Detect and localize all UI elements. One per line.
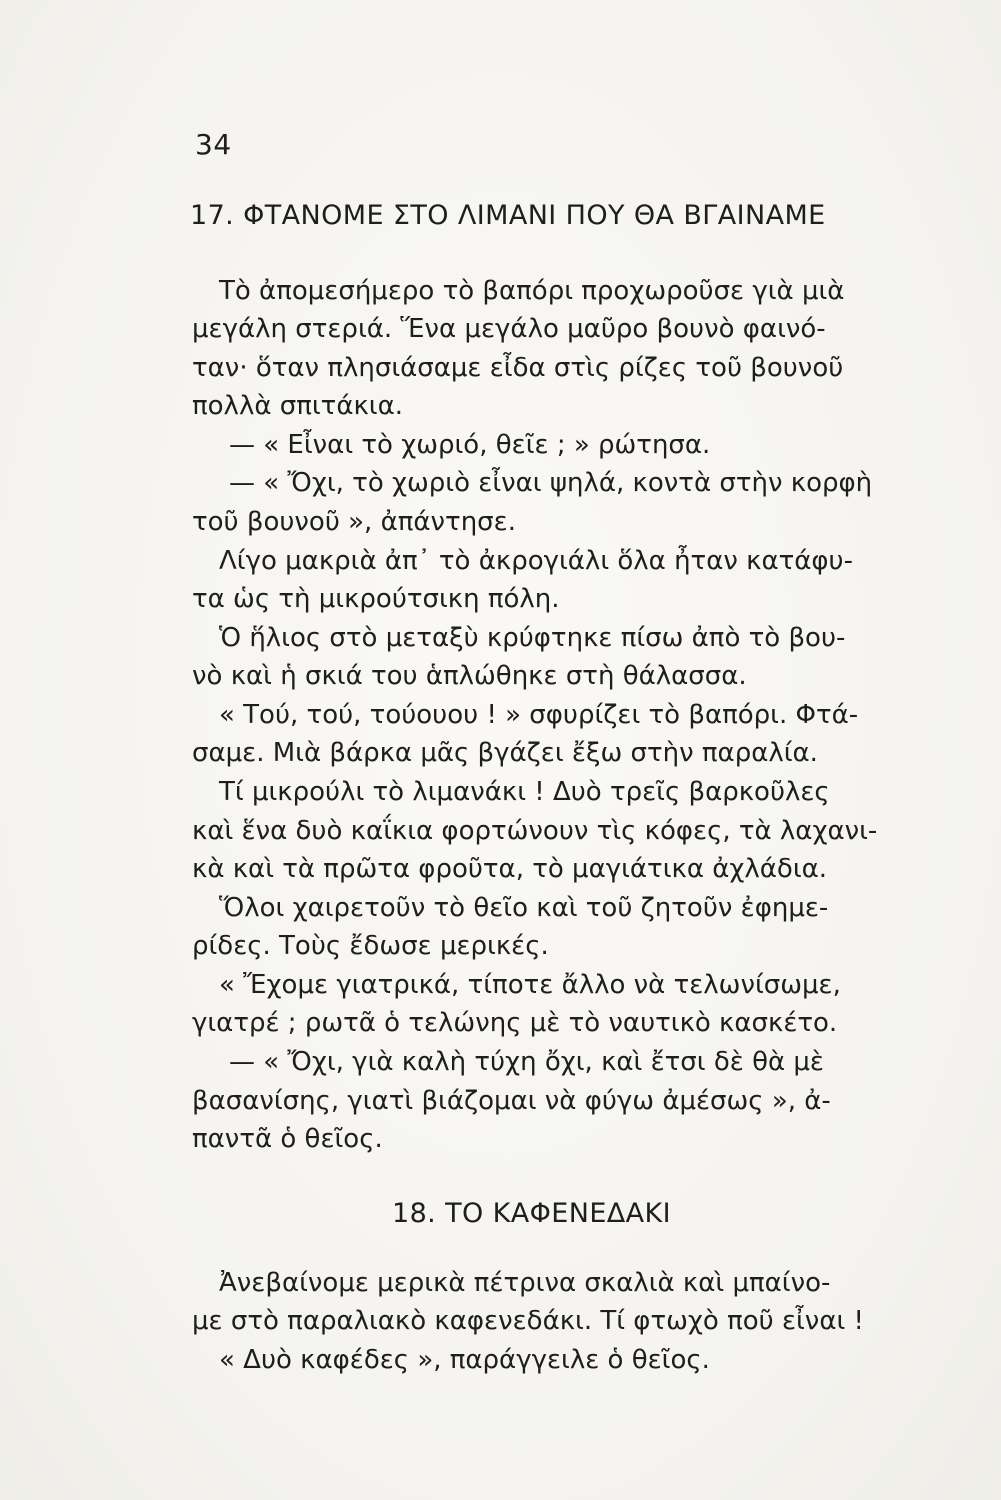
text-line: ταν· ὅταν πλησιάσαμε εἶδα στὶς ρίζες τοῦ βουνοῦ	[192, 353, 844, 383]
text-line: τα ὡς τὴ μικρούτσικη πόλη.	[192, 584, 560, 614]
text-line: νὸ καὶ ἡ σκιά του ἁπλώθηκε στὴ θάλασσα.	[192, 661, 747, 691]
text-line: — « Ὄχι, γιὰ καλὴ τύχη ὄχι, καὶ ἔτσι δὲ θὰ μὲ	[229, 1047, 824, 1077]
text-line: — « Ὄχι, τὸ χωριὸ εἶναι ψηλά, κοντὰ στὴν κορφὴ	[229, 468, 873, 498]
text-line: καὶ ἕνα δυὸ καΐκια φορτώνουν τὶς κόφες, τὰ λαχανι-	[192, 816, 878, 846]
text-line: πολλὰ σπιτάκια.	[192, 391, 403, 421]
text-line: σαμε. Μιὰ βάρκα μᾶς βγάζει ἔξω στὴν παραλία.	[192, 738, 818, 768]
text-line: κὰ καὶ τὰ πρῶτα φροῦτα, τὸ μαγιάτικα ἀχλάδια.	[192, 854, 828, 884]
text-line: παντᾶ ὁ θεῖος.	[192, 1124, 383, 1154]
text-line: μεγάλη στεριά. Ἕνα μεγάλο μαῦρο βουνὸ φαινό-	[192, 314, 826, 344]
text-line: « Ἔχομε γιατρικά, τίποτε ἄλλο νὰ τελωνίσωμε,	[219, 970, 841, 1000]
text-line: — « Εἶναι τὸ χωριό, θεῖε ; » ρώτησα.	[229, 430, 711, 460]
text-line: Ὁ ἥλιος στὸ μεταξὺ κρύφτηκε πίσω ἀπὸ τὸ βου-	[219, 623, 846, 653]
text-line: Τὸ ἀπομεσήμερο τὸ βαπόρι προχωροῦσε γιὰ μιὰ	[219, 276, 845, 306]
text-line: Ἀνεβαίνομε μερικὰ πέτρινα σκαλιὰ καὶ μπαίνο-	[219, 1268, 831, 1298]
section-17-heading: 17. ΦΤΑΝΟΜΕ ΣΤΟ ΛΙΜΑΝΙ ΠΟΥ ΘΑ ΒΓΑΙΝΑΜΕ	[190, 200, 826, 231]
text-line: βασανίσης, γιατὶ βιάζομαι νὰ φύγω ἀμέσως », ἀ-	[192, 1086, 831, 1116]
text-line: γιατρέ ; ρωτᾶ ὁ τελώνης μὲ τὸ ναυτικὸ κασκέτο.	[192, 1008, 838, 1038]
section-18-heading: 18. ΤΟ ΚΑΦΕΝΕΔΑΚΙ	[392, 1198, 672, 1229]
text-line: Τί μικρούλι τὸ λιμανάκι ! Δυὸ τρεῖς βαρκοῦλες	[219, 777, 830, 807]
text-line: Λίγο μακριὰ ἀπ᾽ τὸ ἀκρογιάλι ὅλα ἦταν κατάφυ-	[219, 546, 853, 576]
text-line: Ὅλοι χαιρετοῦν τὸ θεῖο καὶ τοῦ ζητοῦν ἐφημε-	[219, 893, 829, 923]
text-line: με στὸ παραλιακὸ καφενεδάκι. Τί φτωχὸ ποῦ εἶναι !	[192, 1306, 864, 1336]
text-line: « Τού, τού, τούουου ! » σφυρίζει τὸ βαπόρι. Φτά-	[219, 700, 859, 730]
page-number: 34	[195, 128, 232, 161]
text-line: « Δυὸ καφέδες », παράγγειλε ὁ θεῖος.	[219, 1345, 710, 1375]
text-line: τοῦ βουνοῦ », ἀπάντησε.	[192, 507, 516, 537]
text-line: ρίδες. Τοὺς ἔδωσε μερικές.	[192, 931, 549, 961]
